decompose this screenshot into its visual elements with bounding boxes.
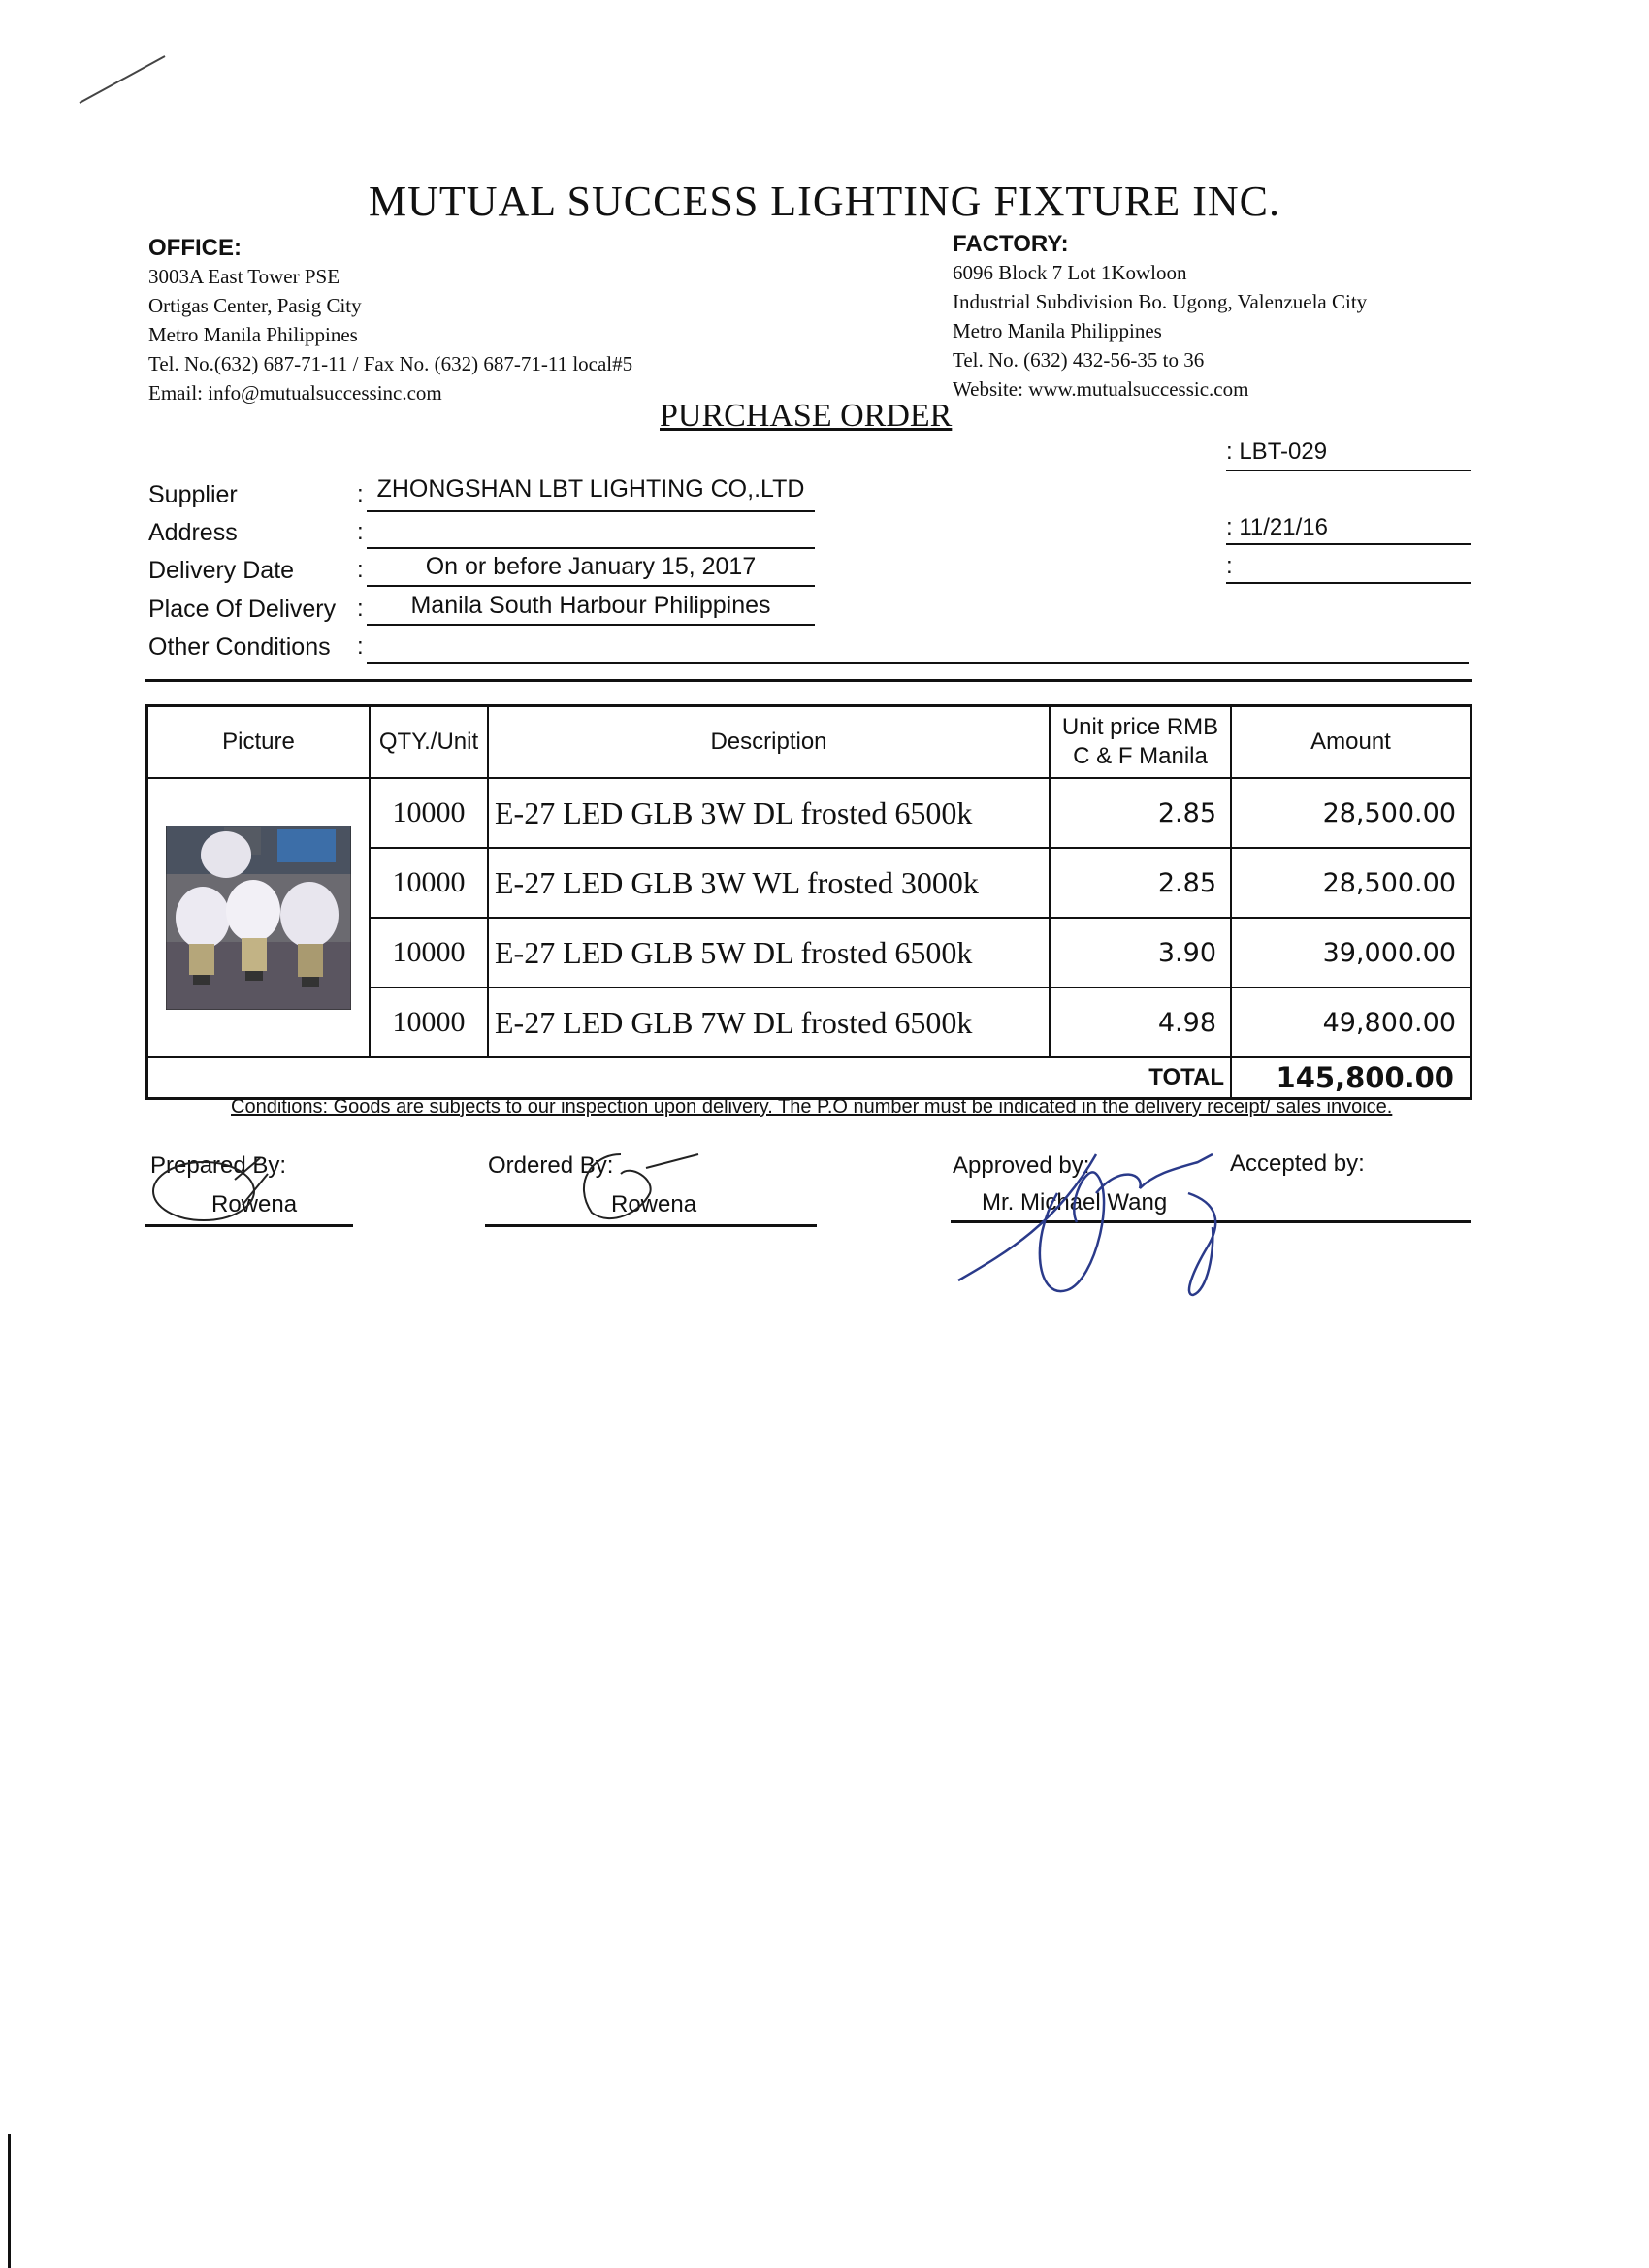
row-unit-price: 3.90 [1050, 918, 1231, 988]
po-number: : LBT-029 [1226, 438, 1328, 465]
table-row [147, 778, 1471, 848]
delivery-date-underline [367, 585, 815, 587]
row-amount: 49,800.00 [1231, 988, 1471, 1057]
po-number-underline [1226, 470, 1471, 471]
place-of-delivery-underline [367, 624, 815, 626]
address-underline [367, 547, 815, 549]
place-of-delivery-label: Place Of Delivery [148, 596, 337, 623]
total-row [147, 1057, 1471, 1099]
total-label: TOTAL [147, 1057, 1232, 1099]
office-line: 3003A East Tower PSE [148, 265, 340, 288]
header-amount: Amount [1231, 706, 1471, 779]
row-unit-price: 2.85 [1050, 848, 1231, 918]
total-value: 145,800.00 [1231, 1057, 1471, 1099]
prepared-by-label: Prepared By: [150, 1152, 287, 1179]
place-of-delivery-colon: : [357, 596, 364, 622]
row-description: E-27 LED GLB 3W WL frosted 3000k [488, 848, 1050, 918]
scan-edge-mark [8, 2134, 11, 2268]
ordered-by-label: Ordered By: [488, 1152, 614, 1179]
row-amount: 28,500.00 [1231, 778, 1471, 848]
table-header-row [147, 706, 1471, 779]
address-label: Address [148, 519, 238, 546]
factory-line: 6096 Block 7 Lot 1Kowloon [953, 261, 1187, 284]
delivery-date-label: Delivery Date [148, 557, 295, 584]
row-qty: 10000 [370, 848, 488, 918]
factory-line: Tel. No. (632) 432-56-35 to 36 [953, 348, 1205, 372]
header-qty: QTY./Unit [370, 706, 488, 779]
header-unit-price-line2: C & F Manila [1073, 743, 1208, 769]
factory-heading: FACTORY: [953, 231, 1069, 257]
purchase-order-title: PURCHASE ORDER [660, 398, 953, 434]
row-amount: 28,500.00 [1231, 848, 1471, 918]
items-table [146, 704, 1472, 1100]
po-date-underline [1226, 543, 1471, 545]
other-conditions-label: Other Conditions [148, 633, 331, 661]
approved-by-name: Mr. Michael Wang [982, 1189, 1168, 1215]
factory-line: Industrial Subdivision Bo. Ugong, Valenzuela City [953, 290, 1368, 313]
office-heading: OFFICE: [148, 235, 242, 261]
supplier-label: Supplier [148, 481, 238, 508]
header-unit-price-line1: Unit price RMB [1061, 714, 1219, 740]
company-name: MUTUAL SUCCESS LIGHTING FIXTURE INC. [368, 178, 1281, 225]
approved-by-label: Approved by: [953, 1152, 1090, 1179]
conditions-note: Conditions: Goods are subjects to our inspection upon delivery. The P.O number must be indicated in the delivery receipt/ sales invoice. [231, 1096, 1393, 1118]
other-conditions-colon: : [357, 633, 364, 660]
place-of-delivery-value: Manila South Harbour Philippines [410, 592, 771, 619]
office-line: Tel. No.(632) 687-71-11 / Fax No. (632) 687-71-11 local#5 [148, 352, 633, 375]
supplier-underline [367, 510, 815, 512]
prepared-by-name: Rowena [211, 1191, 298, 1217]
office-address [148, 262, 632, 407]
header-unit-price [1050, 706, 1231, 779]
row-description: E-27 LED GLB 3W DL frosted 6500k [488, 778, 1050, 848]
row-unit-price: 2.85 [1050, 778, 1231, 848]
prepared-by-signature [146, 1145, 291, 1242]
blank-field: : [1226, 553, 1233, 579]
blank-field-underline [1226, 582, 1471, 584]
ordered-by-signature [563, 1135, 708, 1232]
office-line: Ortigas Center, Pasig City [148, 294, 362, 317]
header-description: Description [488, 706, 1050, 779]
row-qty: 10000 [370, 918, 488, 988]
row-description: E-27 LED GLB 7W DL frosted 6500k [488, 988, 1050, 1057]
section-divider [146, 679, 1472, 682]
supplier-value: ZHONGSHAN LBT LIGHTING CO,.LTD [376, 475, 805, 502]
po-date: : 11/21/16 [1226, 514, 1328, 540]
factory-line: Metro Manila Philippines [953, 319, 1162, 342]
row-qty: 10000 [370, 778, 488, 848]
approved-by-signature [951, 1135, 1261, 1310]
delivery-date-value: On or before January 15, 2017 [425, 553, 757, 580]
row-amount: 39,000.00 [1231, 918, 1471, 988]
row-description: E-27 LED GLB 5W DL frosted 6500k [488, 918, 1050, 988]
factory-address [953, 258, 1367, 404]
supplier-colon: : [357, 481, 364, 507]
address-colon: : [357, 519, 364, 545]
accepted-by-label: Accepted by: [1230, 1150, 1365, 1177]
factory-line: Website: www.mutualsuccessic.com [953, 377, 1249, 401]
delivery-date-colon: : [357, 557, 364, 583]
product-picture-cell [147, 778, 371, 1057]
ordered-by-name: Rowena [611, 1191, 697, 1217]
header-picture: Picture [147, 706, 371, 779]
row-unit-price: 4.98 [1050, 988, 1231, 1057]
other-conditions-underline [367, 662, 1469, 664]
row-qty: 10000 [370, 988, 488, 1057]
led-bulbs-photo [166, 826, 351, 1010]
office-line: Metro Manila Philippines [148, 323, 358, 346]
pen-mark [76, 50, 173, 109]
office-line: Email: info@mutualsuccessinc.com [148, 381, 442, 405]
